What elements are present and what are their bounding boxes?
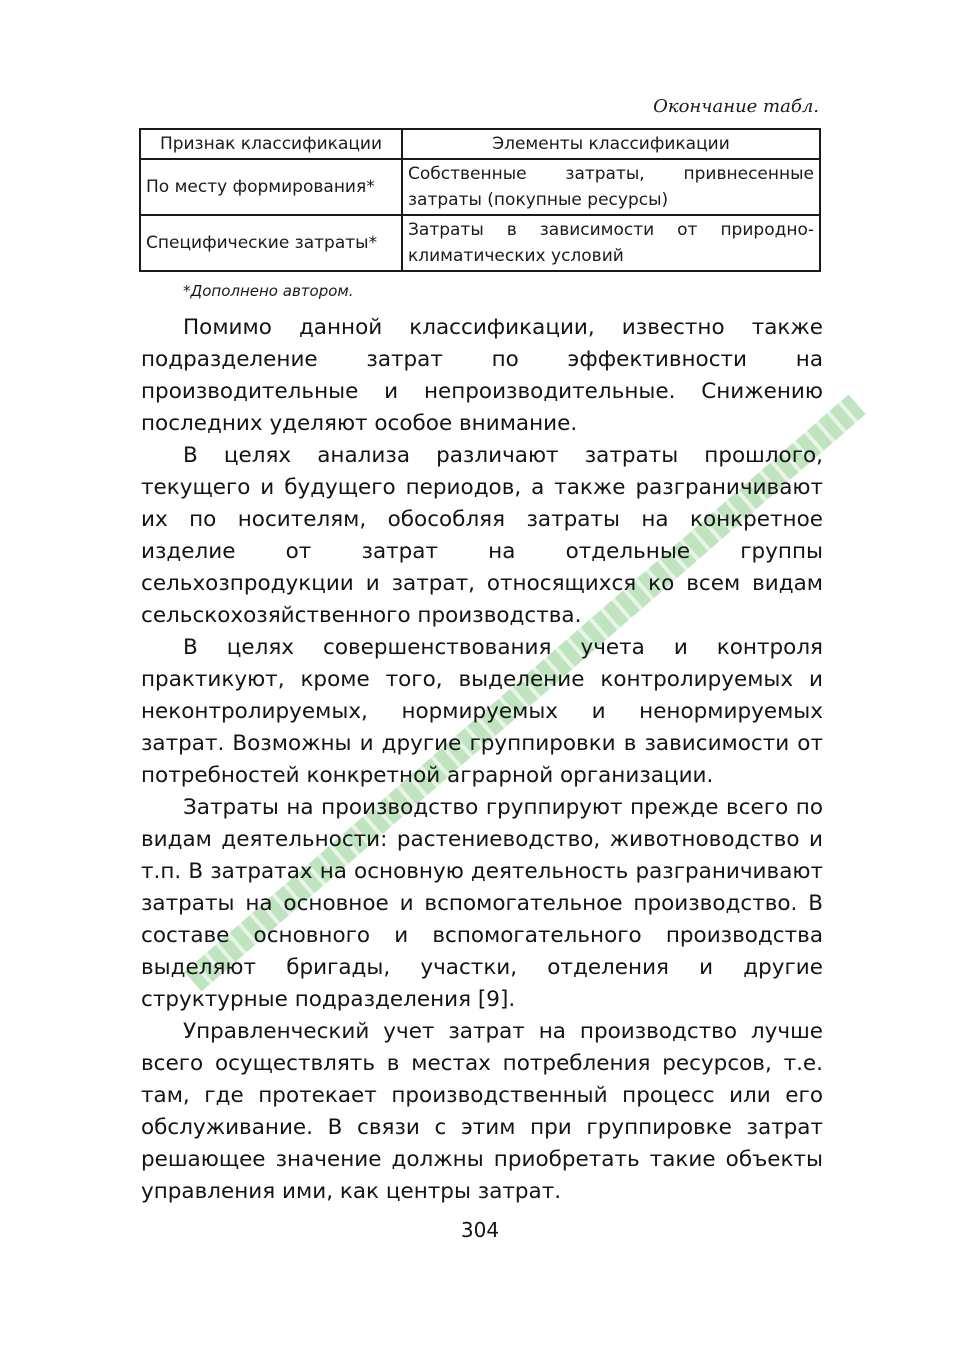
header-elements: Элементы классификации xyxy=(402,129,820,159)
table-header-row xyxy=(140,129,820,159)
cell-elements: Собственные затраты, привнесенные затраты (покупные ресурсы) xyxy=(402,159,820,215)
paragraph: В целях совершенствования учета и контроля практикуют, кроме того, выделение контролируемых и неконтролируемых, нормируемых и ненормируемых затрат. Возможны и другие группировки в зависимости от потребностей конкретной аграрной организации. xyxy=(141,635,823,788)
cell-elements: Затраты в зависимости от природно-климатических условий xyxy=(402,215,820,271)
page-number: 304 xyxy=(460,1218,500,1242)
cell-feature: Специфические затраты* xyxy=(140,215,402,271)
paragraph: В целях анализа различают затраты прошлого, текущего и будущего периодов, а также разграничивают их по носителям, обособляя затраты на конкретное изделие от затрат на отдельные группы сельхозпродукции и затрат, относящихся ко всем видам сельскохозяйственного производства. xyxy=(141,443,823,628)
paragraph: Управленческий учет затрат на производство лучше всего осуществлять в местах потребления ресурсов, т.е. там, где протекает производственный процесс или его обслуживание. В связи с этим при группировке затрат решающее значение должны приобретать такие объекты управления ими, как центры затрат. xyxy=(141,1019,823,1204)
classification-table xyxy=(139,128,821,272)
header-feature: Признак классификации xyxy=(140,129,402,159)
table-row xyxy=(140,159,820,215)
table-caption: Окончание табл. xyxy=(653,96,819,117)
paragraph: Помимо данной классификации, известно также подразделение затрат по эффективности на производительные и непроизводительные. Снижению последних уделяют особое внимание. xyxy=(141,315,823,436)
body-text xyxy=(141,312,823,1208)
table-row xyxy=(140,215,820,271)
paragraph: Затраты на производство группируют прежде всего по видам деятельности: растениеводство, животноводство и т.п. В затратах на основную деятельность разграничивают затраты на основное и вспомогательное производство. В составе основного и вспомогательного производства выделяют бригады, участки, отделения и другие структурные подразделения [9]. xyxy=(141,795,823,1012)
cell-feature: По месту формирования* xyxy=(140,159,402,215)
table-footnote: *Дополнено автором. xyxy=(183,282,354,300)
